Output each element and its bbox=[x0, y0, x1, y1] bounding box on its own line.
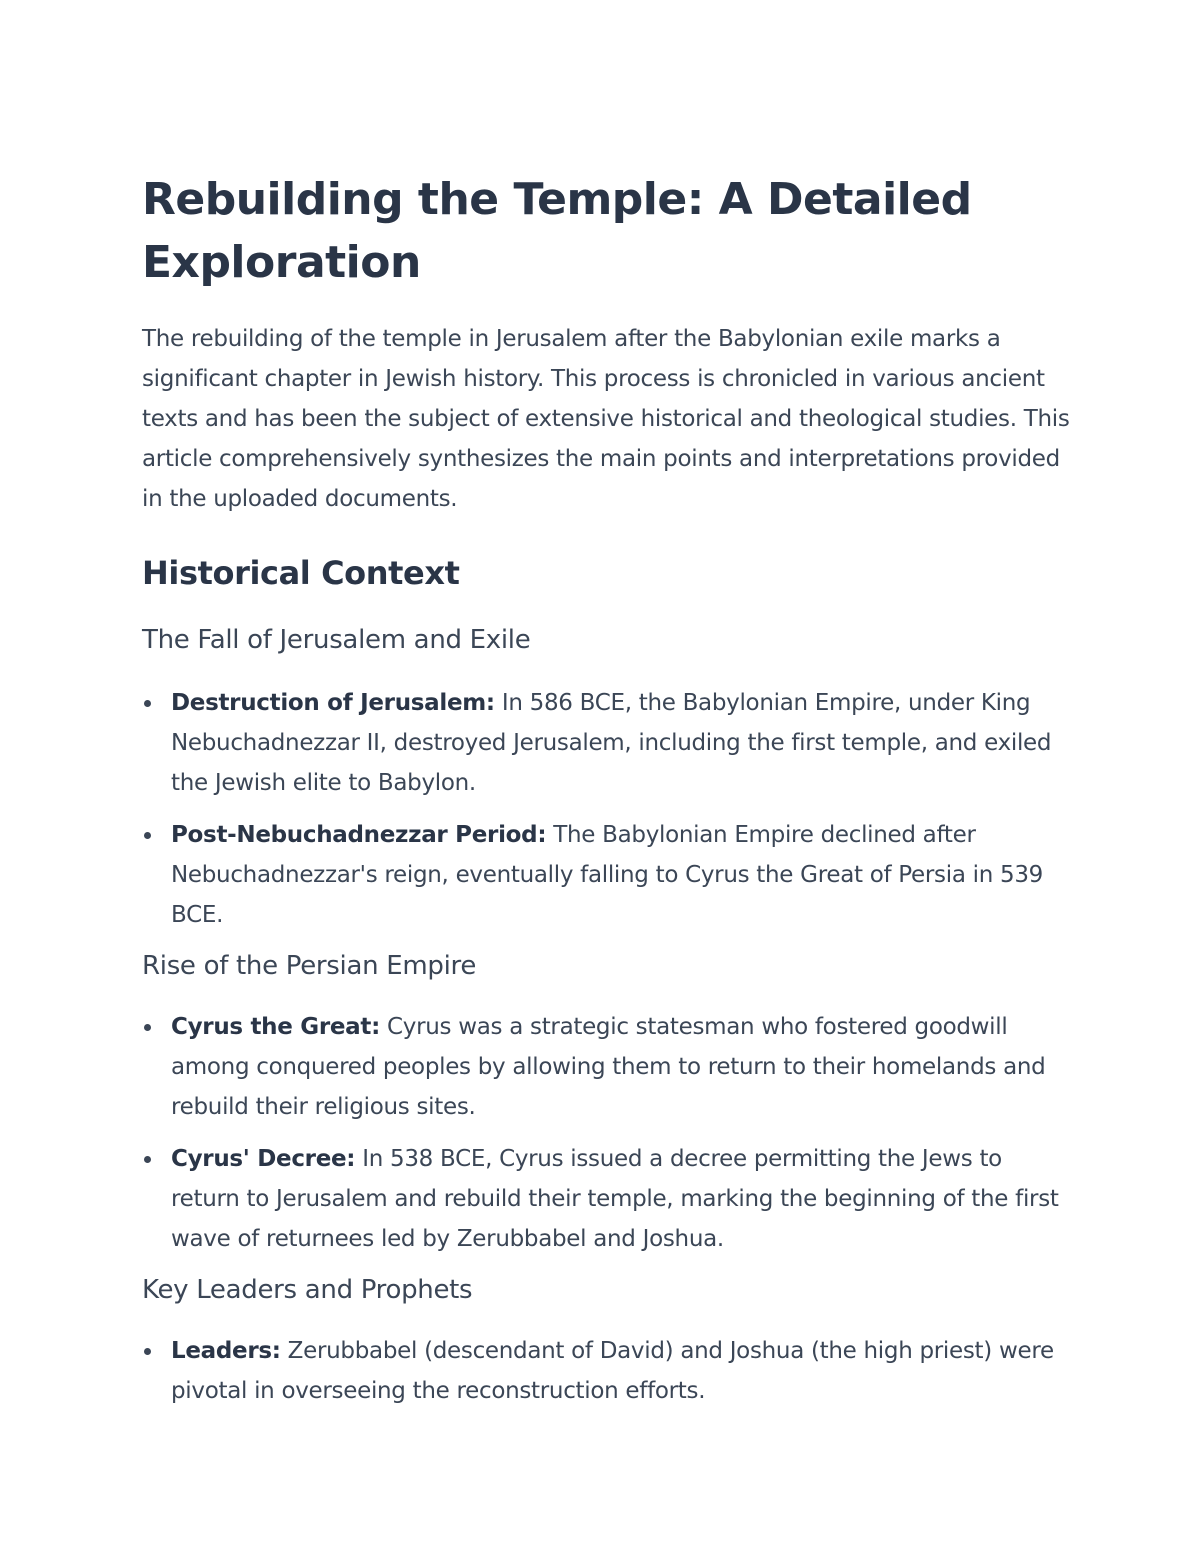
bullet-list-key-leaders bbox=[142, 1331, 1072, 1411]
list-item-term: Cyrus' Decree: bbox=[171, 1146, 356, 1172]
list-item-term: Leaders: bbox=[171, 1338, 281, 1364]
bullet-icon bbox=[144, 1156, 151, 1163]
bullet-icon bbox=[144, 1024, 151, 1031]
list-item-text: Zerubbabel (descendant of David) and Joshua (the high priest) were pivotal in overseeing the reconstruction efforts. bbox=[171, 1338, 1054, 1404]
subsection-heading-fall-of-jerusalem: The Fall of Jerusalem and Exile bbox=[142, 625, 531, 655]
list-item-term: Cyrus the Great: bbox=[171, 1014, 380, 1040]
subsection-heading-key-leaders: Key Leaders and Prophets bbox=[142, 1275, 473, 1305]
list-item-text: Cyrus was a strategic statesman who fostered goodwill among conquered peoples by allowing them to return to their homelands and rebuild their religious sites. bbox=[171, 1014, 1046, 1120]
subsection-heading-rise-of-persian-empire: Rise of the Persian Empire bbox=[142, 951, 477, 981]
bullet-list-persian-empire bbox=[142, 1007, 1072, 1259]
list-item bbox=[142, 1007, 1072, 1127]
list-item-term: Post-Nebuchadnezzar Period: bbox=[171, 822, 547, 848]
list-item-text: The Babylonian Empire declined after Nebuchadnezzar's reign, eventually falling to Cyrus the Great of Persia in 539 BCE. bbox=[171, 822, 1044, 928]
list-item bbox=[142, 1139, 1072, 1259]
list-item-text: In 538 BCE, Cyrus issued a decree permitting the Jews to return to Jerusalem and rebuild their temple, marking the beginning of the first wave of returnees led by Zerubbabel and Joshua. bbox=[171, 1146, 1059, 1252]
intro-paragraph: The rebuilding of the temple in Jerusalem after the Babylonian exile marks a significant chapter in Jewish history. This process is chronicled in various ancient texts and has been the subject of extensive historical and theological studies. This article comprehensively synthesizes the main points and interpretations provided in the uploaded documents. bbox=[142, 326, 1070, 512]
list-item bbox=[142, 815, 1072, 935]
list-item bbox=[142, 1331, 1072, 1411]
list-item bbox=[142, 683, 1072, 803]
bullet-list-fall-of-jerusalem bbox=[142, 683, 1072, 935]
bullet-icon bbox=[144, 1348, 151, 1355]
bullet-icon bbox=[144, 832, 151, 839]
page-title: Rebuilding the Temple: A Detailed Exploration bbox=[142, 174, 972, 288]
section-heading-historical-context: Historical Context bbox=[142, 554, 460, 592]
list-item-text: In 586 BCE, the Babylonian Empire, under King Nebuchadnezzar II, destroyed Jerusalem, including the first temple, and exiled the Jewish elite to Babylon. bbox=[171, 690, 1052, 796]
document-page bbox=[142, 168, 1072, 1423]
list-item-term: Destruction of Jerusalem: bbox=[171, 690, 495, 716]
bullet-icon bbox=[144, 700, 151, 707]
